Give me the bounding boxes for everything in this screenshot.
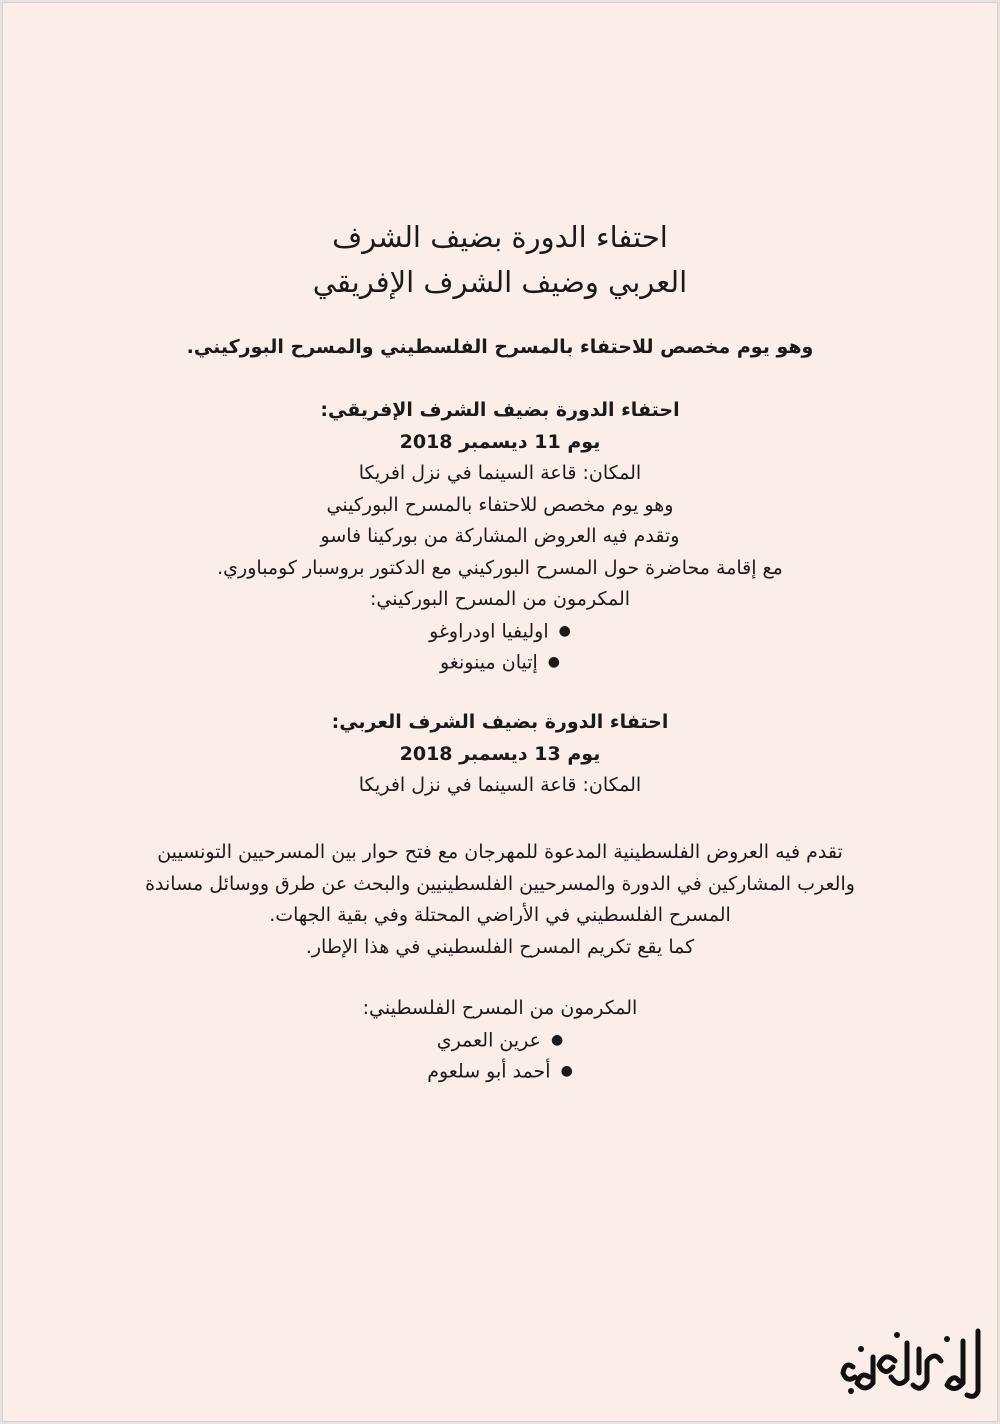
arab-honorees-list [3, 1025, 997, 1089]
document-page [3, 3, 997, 1421]
arab-paragraph-line-1: تقدم فيه العروض الفلسطينية المدعوة للمهرجان مع فتح حوار بين المسرحيين التونسيين [157, 841, 843, 863]
african-heading: احتفاء الدورة بضيف الشرف الإفريقي: [320, 399, 680, 421]
intro-text: وهو يوم مخصص للاحتفاء بالمسرح الفلسطيني والمسرح البوركيني. [186, 336, 814, 358]
arab-heading: احتفاء الدورة بضيف الشرف العربي: [331, 711, 669, 733]
list-item: ●عرين العمري [3, 1025, 997, 1057]
page-title [3, 215, 997, 305]
list-item: ●أحمد أبو سلعوم [3, 1056, 997, 1088]
arab-paragraph-line-2: والعرب المشاركين في الدورة والمسرحيين الفلسطينيين والبحث عن طرق ووسائل مساندة [145, 872, 855, 895]
african-line-3: مع إقامة محاضرة حول المسرح البوركيني مع الدكتور بروسبار كومباوري. [217, 556, 783, 579]
african-venue: المكان: قاعة السينما في نزل افريكا [358, 462, 642, 484]
list-item: ●اوليفيا اودراوغو [3, 616, 997, 648]
bullet-icon: ● [550, 1031, 564, 1048]
bullet-icon: ● [560, 1063, 573, 1080]
arab-date: يوم 13 ديسمبر 2018 [399, 742, 601, 765]
title-line-1: احتفاء الدورة بضيف الشرف [332, 220, 668, 254]
african-honorees-label: المكرمون من المسرح البوركيني: [369, 588, 631, 610]
african-date: يوم 11 ديسمبر 2018 [399, 430, 601, 453]
arab-section [3, 707, 997, 802]
african-honorees-list [3, 616, 997, 680]
african-section [3, 395, 997, 679]
bullet-icon: ● [558, 622, 571, 639]
bullet-icon: ● [547, 654, 561, 671]
african-line-2: وتقدم فيه العروض المشاركة من بوركينا فاسو [320, 525, 680, 547]
arab-honorees-label: المكرمون من المسرح الفلسطيني: [362, 997, 638, 1019]
arab-paragraph-line-4: كما يقع تكريم المسرح الفلسطيني في هذا الإطار. [305, 935, 695, 958]
list-item: ●إتيان مينونغو [3, 647, 997, 679]
african-line-1: وهو يوم مخصص للاحتفاء بالمسرح البوركيني [326, 493, 674, 516]
arab-paragraph [98, 837, 902, 963]
palestinian-honorees [3, 993, 997, 1088]
arab-venue: المكان: قاعة السينما في نزل افريكا [358, 774, 642, 796]
arab-paragraph-line-3: المسرح الفلسطيني في الأراضي المحتلة وفي بقية الجهات. [269, 904, 731, 926]
festival-logo [835, 1321, 985, 1406]
title-line-2: العربي وضيف الشرف الإفريقي [312, 265, 688, 299]
